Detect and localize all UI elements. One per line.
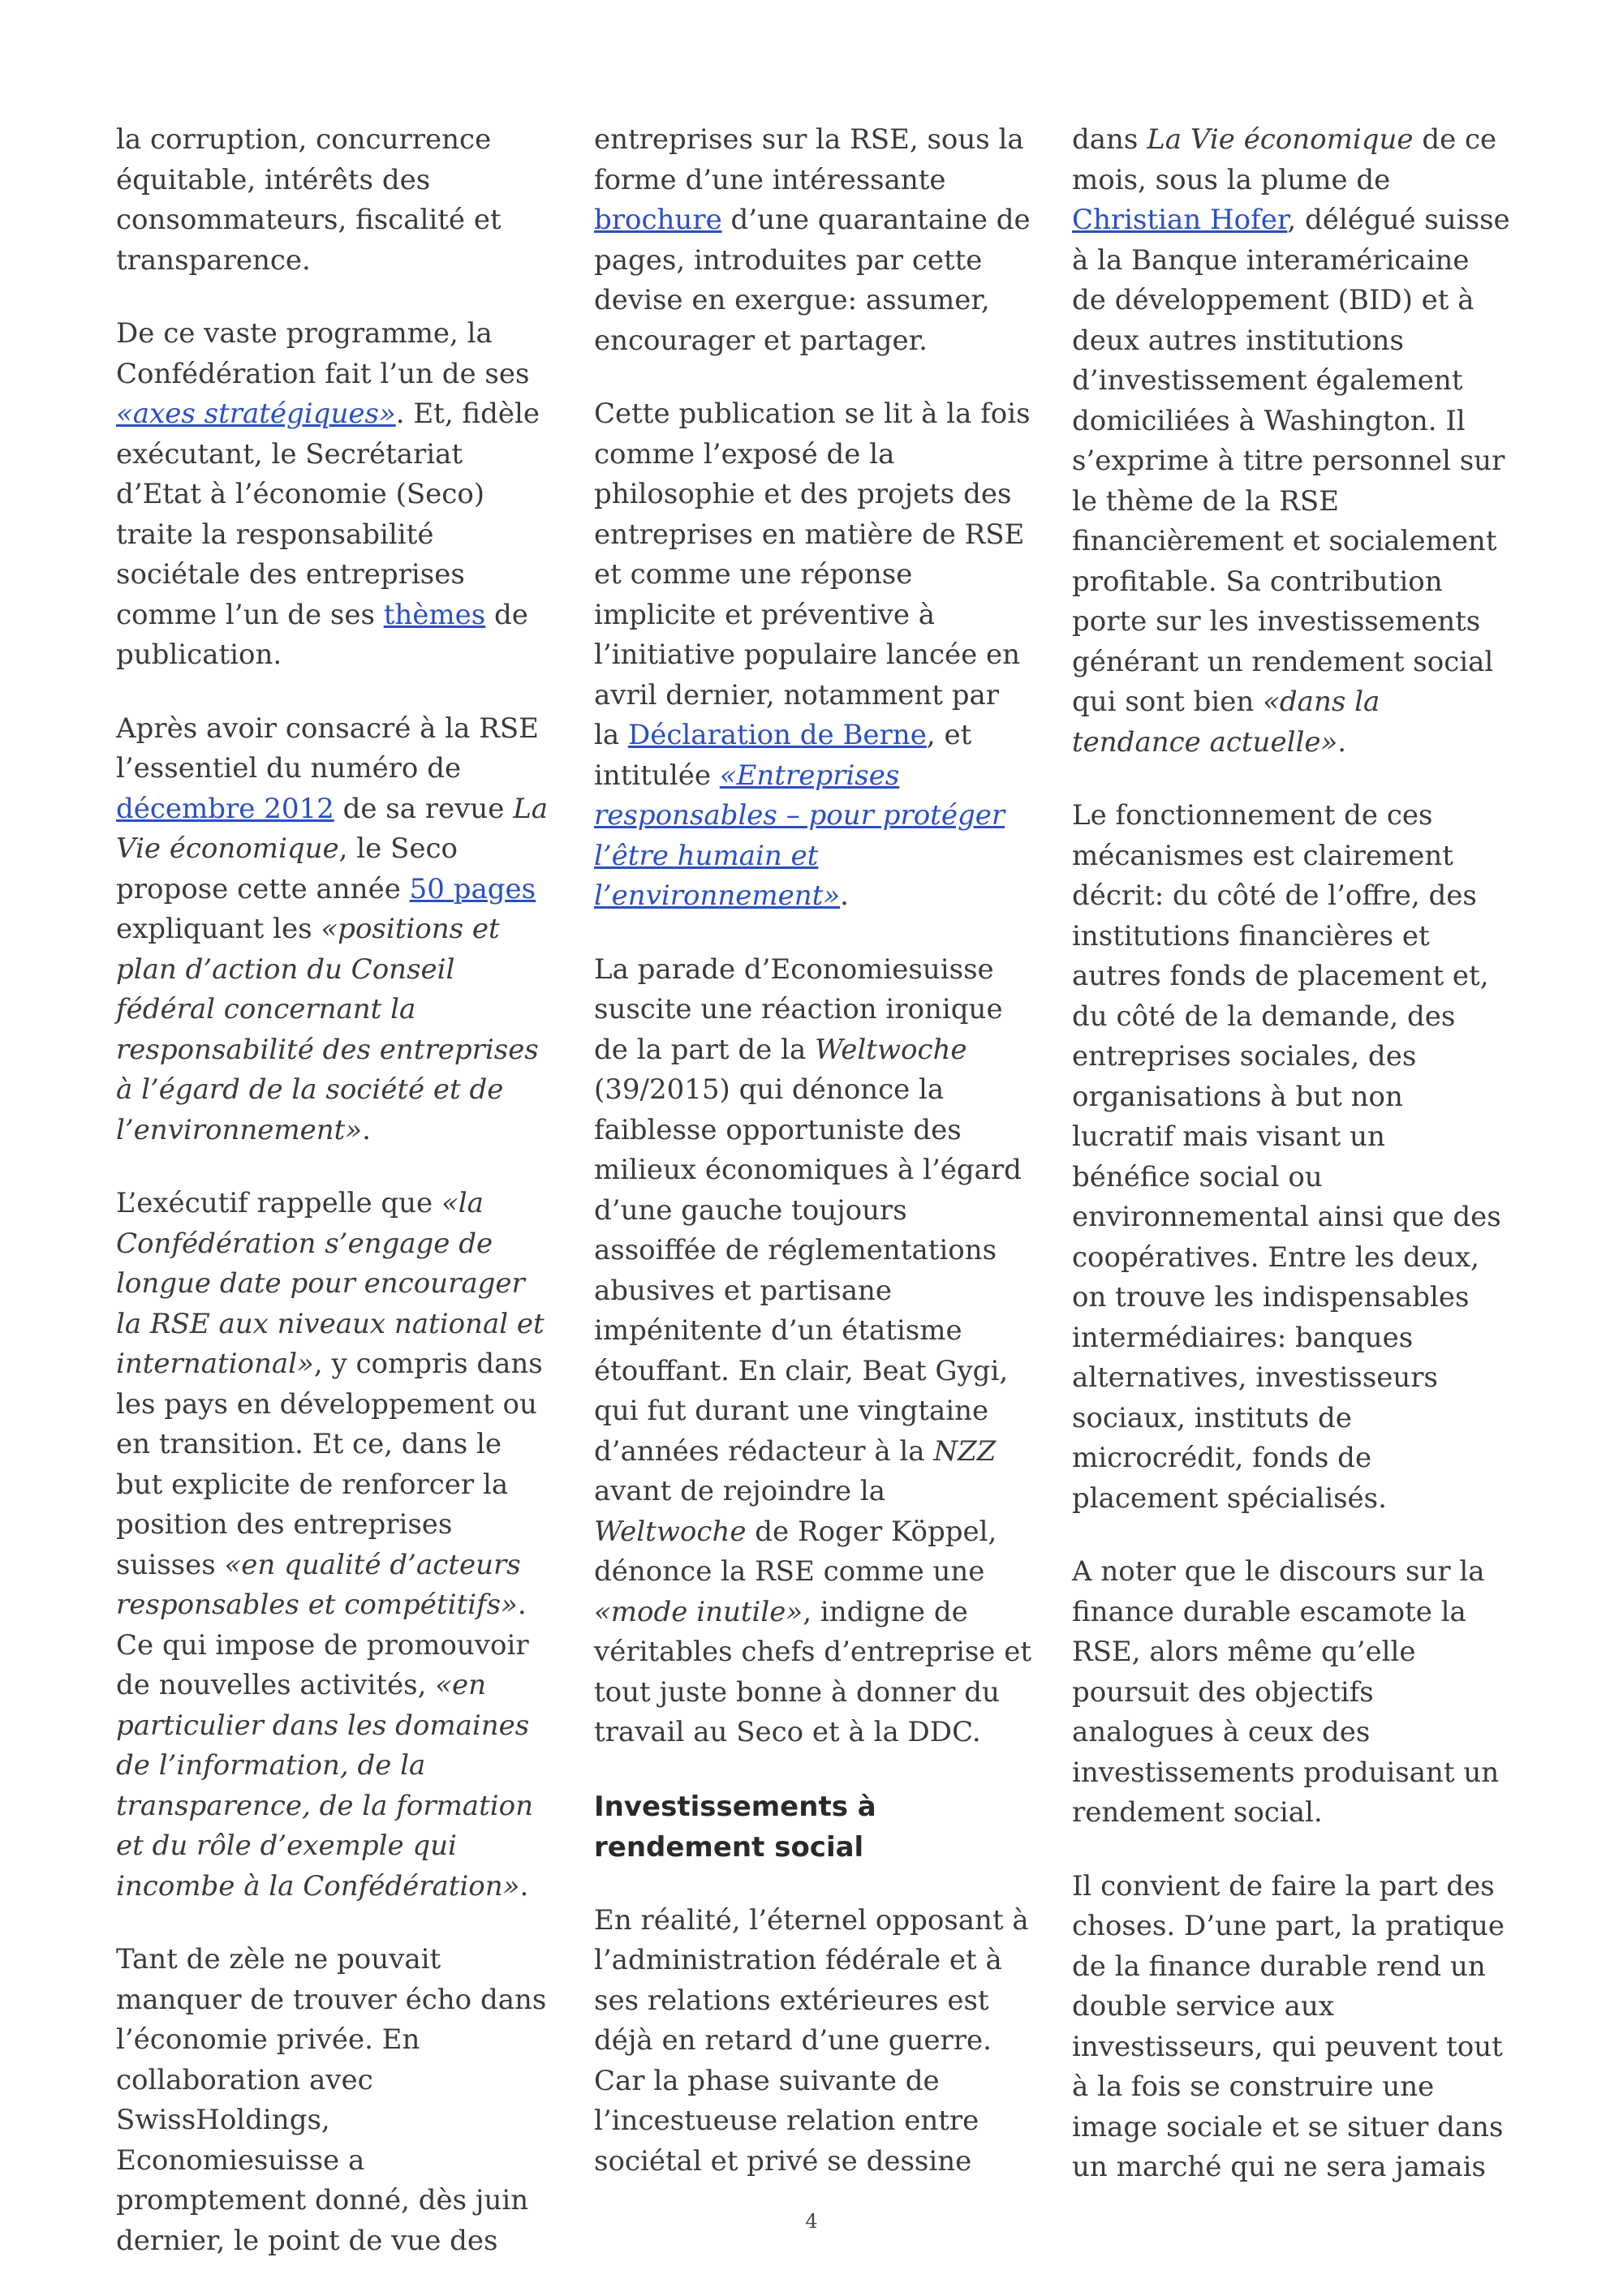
paragraph: A noter que le discours sur la finance durable escamote la RSE, alors même qu’elle poursuit des objectifs analogues à ceux des investissements produisant un rendement social. bbox=[1072, 1555, 1500, 1829]
column-2 bbox=[594, 120, 1032, 2215]
link-entreprises-responsables[interactable]: «Entreprises responsables – pour protéger l’être humain et l’environnement» bbox=[594, 759, 1005, 912]
paragraph: Il convient de faire la part des choses. D’une part, la pratique de la finance durable rend un double service aux investisseurs, qui peuvent tout à la fois se construire une image sociale et se situer dans un marché qui ne sera jamais bbox=[1072, 1869, 1505, 2183]
link-axes-strategiques[interactable]: «axes stratégiques» bbox=[116, 398, 396, 430]
paragraph: En réalité, l’éternel opposant à l’administration fédérale et à ses relations extérieures est déjà en retard d’une guerre. Car la phase suivante de l’incestueuse relation entre sociétal et privé se dessine bbox=[594, 1903, 1029, 2178]
link-christian-hofer[interactable]: Christian Hofer bbox=[1072, 204, 1288, 236]
column-1 bbox=[116, 120, 554, 2294]
paragraph: L’exécutif rappelle que «la Confédération s’engage de longue date pour encourager la RSE aux niveaux national et international», y compris dans les pays en développement ou en transition. Et ce, dans le but explicite de renforcer la position des entreprises suisses «en qualité d’acteurs responsables et compétitifs». Ce qui impose de promouvoir de nouvelles activités, «en particulier dans les domaines de l’information, de la transparence, de la formation et du rôle d’exemple qui incombe à la Confédération». bbox=[116, 1187, 545, 1903]
paragraph: Tant de zèle ne pouvait manquer de trouver écho dans l’économie privée. En collaboration avec SwissHoldings, Economiesuisse a promptement donné, dès juin dernier, le point de vue des bbox=[116, 1943, 547, 2257]
section-heading: Investissements à rendement social bbox=[594, 1790, 876, 1864]
paragraph: dans La Vie économique de ce mois, sous la plume de Christian Hofer, délégué suisse à la Banque interaméricaine de développement (BID) et à deux autres institutions d’investissement également domiciliées à Washington. Il s’exprime à titre personnel sur le thème de la RSE financièrement et socialement profitable. Sa contribution porte sur les investissements générant un rendement social qui sont bien «dans la tendance actuelle». bbox=[1072, 123, 1510, 759]
link-themes[interactable]: thèmes bbox=[383, 598, 486, 631]
link-50-pages[interactable]: 50 pages bbox=[409, 872, 536, 905]
link-brochure[interactable]: brochure bbox=[594, 204, 722, 236]
paragraph: entreprises sur la RSE, sous la forme d’une intéressante brochure d’une quarantaine de pages, introduites par cette devise en exergue: assumer, encourager et partager. bbox=[594, 123, 1031, 357]
paragraph: Le fonctionnement de ces mécanismes est clairement décrit: du côté de l’offre, des institutions financières et autres fonds de placement et, du côté de la demande, des entreprises sociales, des organisations à but non lucratif mais visant un bénéfice social ou environnemental ainsi que des coopératives. Entre les deux, on trouve les indispensables intermédiaires: banques alternatives, investisseurs sociaux, instituts de microcrédit, fonds de placement spécialisés. bbox=[1072, 799, 1501, 1515]
paragraph: la corruption, concurrence équitable, intérêts des consommateurs, fiscalité et transparence. bbox=[116, 123, 502, 277]
paragraph: Après avoir consacré à la RSE l’essentiel du numéro de décembre 2012 de sa revue La Vie économique, le Seco propose cette année 50 pages expliquant les «positions et plan d’action du Conseil fédéral concernant la responsabilité des entreprises à l’égard de la société et de l’environnement». bbox=[116, 712, 549, 1146]
link-declaration-de-berne[interactable]: Déclaration de Berne bbox=[627, 719, 927, 751]
paragraph: La parade d’Economiesuisse suscite une réaction ironique de la part de la Weltwoche (39/2015) qui dénonce la faiblesse opportuniste des milieux économiques à l’égard d’une gauche toujours assoiffée de réglementations abusives et partisane impénitente d’un étatisme étouffant. En clair, Beat Gygi, qui fut durant une vingtaine d’années rédacteur à la NZZ avant de rejoindre la Weltwoche de Roger Köppel, dénonce la RSE comme une «mode inutile», indigne de véritables chefs d’entreprise et tout juste bonne à donner du travail au Seco et à la DDC. bbox=[594, 952, 1031, 1748]
paragraph: Cette publication se lit à la fois comme l’exposé de la philosophie et des projets des entreprises en matière de RSE et comme une réponse implicite et préventive à l’initiative populaire lancée en avril dernier, notamment par la Déclaration de Berne, et intitulée «Entreprises responsables – pour protéger l’être humain et l’environnement». bbox=[594, 398, 1031, 912]
column-3 bbox=[1072, 120, 1510, 2221]
page-number: 4 bbox=[805, 2210, 818, 2233]
link-decembre-2012[interactable]: décembre 2012 bbox=[116, 792, 334, 825]
paragraph: De ce vaste programme, la Confédération fait l’un de ses «axes stratégiques». Et, fidèle exécutant, le Secrétariat d’Etat à l’économie (Seco) traite la responsabilité sociétale des entreprises comme l’un de ses thèmes de publication. bbox=[116, 317, 540, 671]
